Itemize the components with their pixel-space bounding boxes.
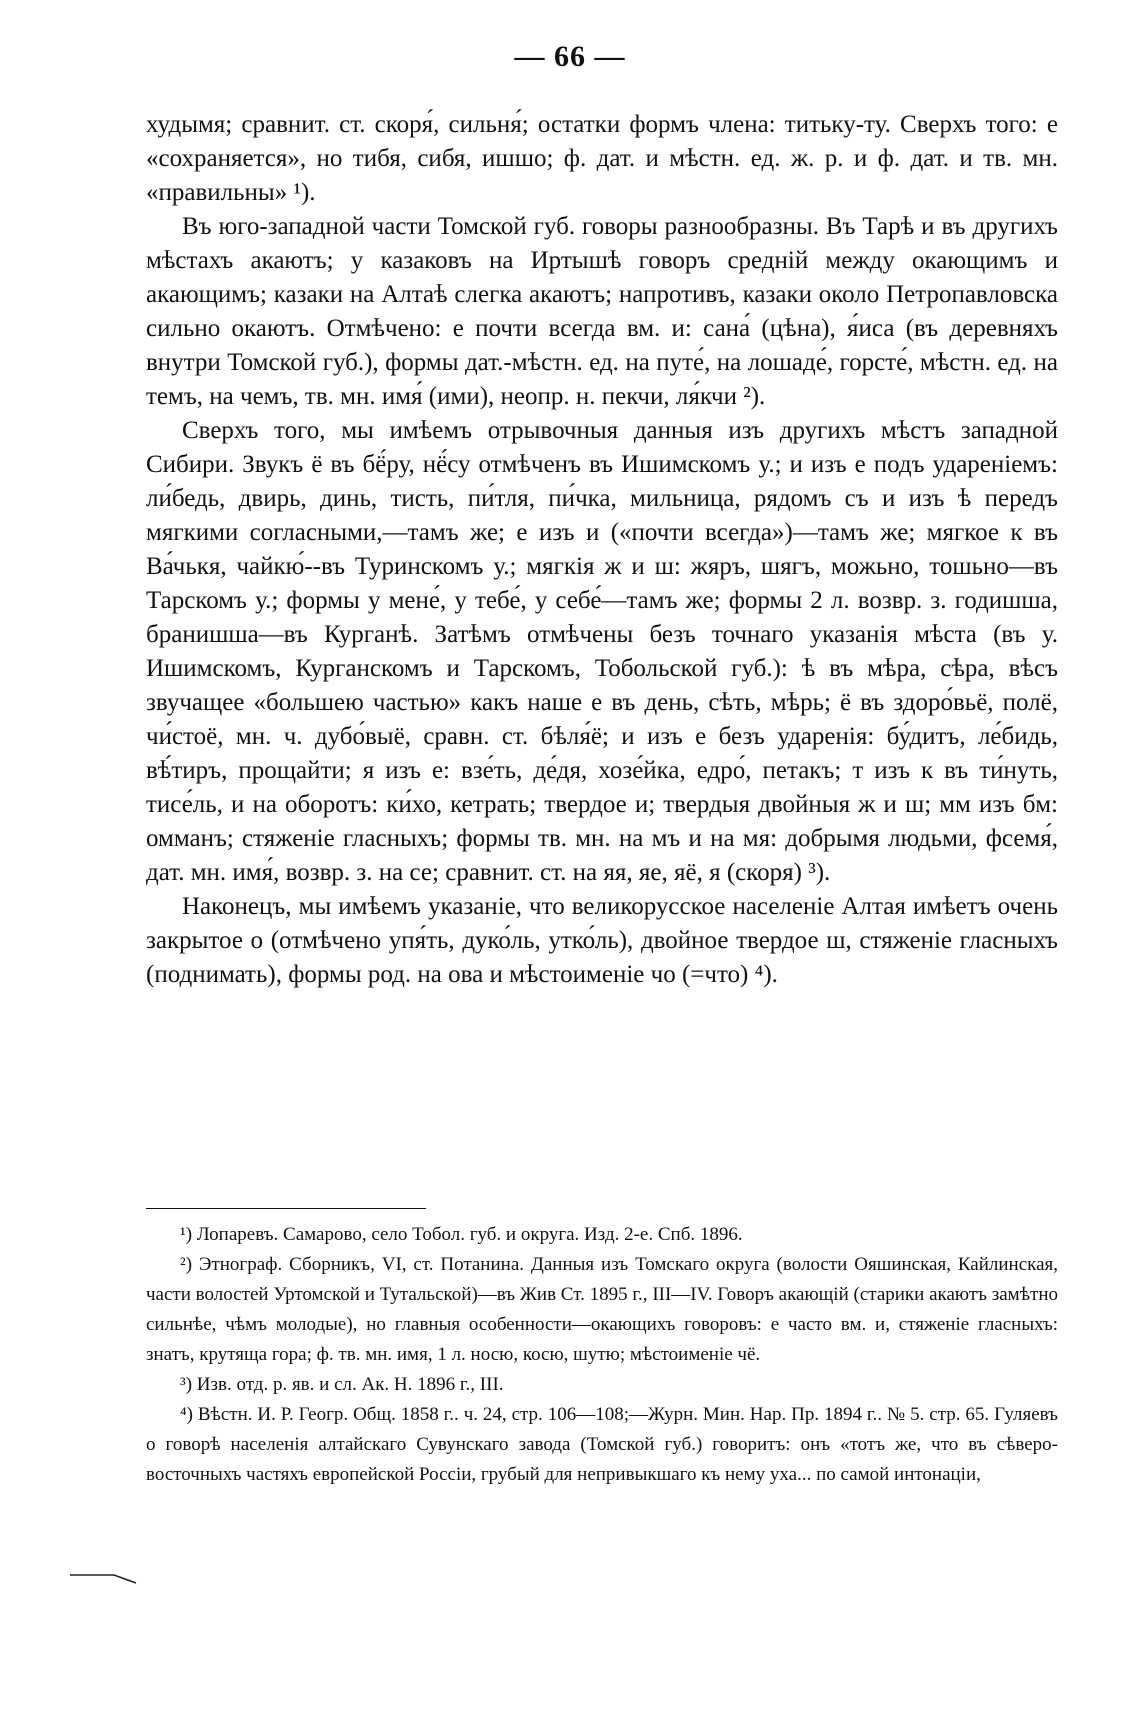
footnote: ²) Этнограф. Сборникъ, VI, ст. Потанина. Данныя изъ Томскаго округа (волости Ояшинская, Кайлинская, части волостей Уртомской и Тутальской)—въ Жив Ст. 1895 г., III—IV. Говоръ акающій (старики акаютъ замѣтно сильнѣе, чѣмъ молодые), но главныя особенности—окающихъ говоровъ: е часто вм. и, стяженіе гласныхъ: знатъ, крутяща гора; ф. тв. мн. имя, 1 л. носю, косю, шутю; мѣстоименіе чё. — [146, 1254, 1058, 1365]
paragraph: Наконецъ, мы имѣемъ указаніе, что великорусское населеніе Алтая имѣетъ очень закрытое о (отмѣчено упя́ть, дуко́ль, утко́ль), двойное твердое ш, стяженіе гласныхъ (поднимать), формы род. на ова и мѣстоименіе чо (=что) ⁴). — [146, 893, 1058, 988]
margin-pencil-mark — [70, 1572, 140, 1584]
footnote: ¹) Лопаревъ. Самарово, село Тобол. губ. и округа. Изд. 2-е. Спб. 1896. — [180, 1224, 743, 1245]
paragraph: худымя; сравнит. ст. скоря́, сильня́; остатки формъ члена: титьку-ту. Сверхъ того: е «сохраняется», но тибя, сибя, ишшо; ф. дат. и мѣстн. ед. ж. р. и ф. дат. и тв. мн. «правильны» ¹). — [146, 111, 1058, 206]
footnote: ⁴) Вѣстн. И. Р. Геогр. Общ. 1858 г.. ч. 24, стр. 106—108;—Журн. Мин. Нар. Пр. 1894 г.. № 5. стр. 65. Гуляевъ о говорѣ населенія алтайскаго Сувунскаго завода (Томской губ.) говоритъ: онъ «тотъ же, что въ сѣверо-восточныхъ частяхъ европейской Россіи, грубый для непривыкшаго къ нему уха... по самой интонаціи, — [146, 1404, 1058, 1485]
paragraph: Сверхъ того, мы имѣемъ отрывочныя данныя изъ другихъ мѣстъ западной Сибири. Звукъ ё въ бё́ру, нё́су отмѣченъ въ Ишимскомъ у.; и изъ е подъ удареніемъ: ли́бедь, двирь, динь, тисть, пи́тля, пи́чка, мильница, рядомъ съ и изъ ѣ передъ мягкими согласными,—тамъ же; е изъ и («почти всегда»)—тамъ же; мягкое к въ Ва́чькя, чайкю́--въ Туринскомъ у.; мягкія ж и ш: жяръ, шягъ, можьно, тошьно—въ Тарскомъ у.; формы у мене́, у тебе́, у себе́—тамъ же; формы 2 л. возвр. з. годишша, бранишша—въ Курганѣ. Затѣмъ отмѣчены безъ точнаго указанія мѣста (въ у. Ишимскомъ, Курганскомъ и Тарскомъ, Тобольской губ.): ѣ въ мѣра, сѣра, вѣсъ звучащее «большею частью» какъ наше е въ день, сѣть, мѣрь; ё въ здоро́вьё, полё, чи́стоё, мн. ч. дубо́выё, сравн. ст. бѣля́ё; и изъ е безъ ударенія: бу́дитъ, ле́бидь, вѣ́тиръ, прощайти; я изъ е: взе́ть, де́дя, хозе́йка, едро́, петакъ; т изъ к въ ти́нуть, тисе́ль, и на оборотъ: ки́хо, кетрать; твердое и; твердыя двойныя ж и ш; мм изъ бм: омманъ; стяженіе гласныхъ; формы тв. мн. на мъ и на мя: добрымя людьми, фсемя́, дат. мн. имя́, возвр. з. на се; сравнит. ст. на яя, яе, яё, я (скоря) ³). — [146, 417, 1058, 886]
footnote-divider — [146, 1208, 426, 1209]
footnote: ³) Изв. отд. р. яв. и сл. Ак. Н. 1896 г., III. — [180, 1374, 504, 1395]
main-text — [146, 108, 1058, 992]
footnotes — [146, 1220, 1058, 1490]
page-number: — 66 — — [514, 40, 626, 73]
paragraph: Въ юго-западной части Томской губ. говоры разнообразны. Въ Тарѣ и въ другихъ мѣстахъ акаютъ; у казаковъ на Иртышѣ говоръ среднiй между окающимъ и акающимъ; казаки на Алтаѣ слегка акаютъ; напротивъ, казаки около Петропавловска сильно окаютъ. Отмѣчено: е почти всегда вм. и: сана́ (цѣна), я́иса (въ деревняхъ внутри Томской губ.), формы дат.-мѣстн. ед. на путе́, на лошаде́, горсте́, мѣстн. ед. на темъ, на чемъ, тв. мн. имя́ (ими), неопр. н. пекчи, ля́кчи ²). — [146, 213, 1058, 410]
